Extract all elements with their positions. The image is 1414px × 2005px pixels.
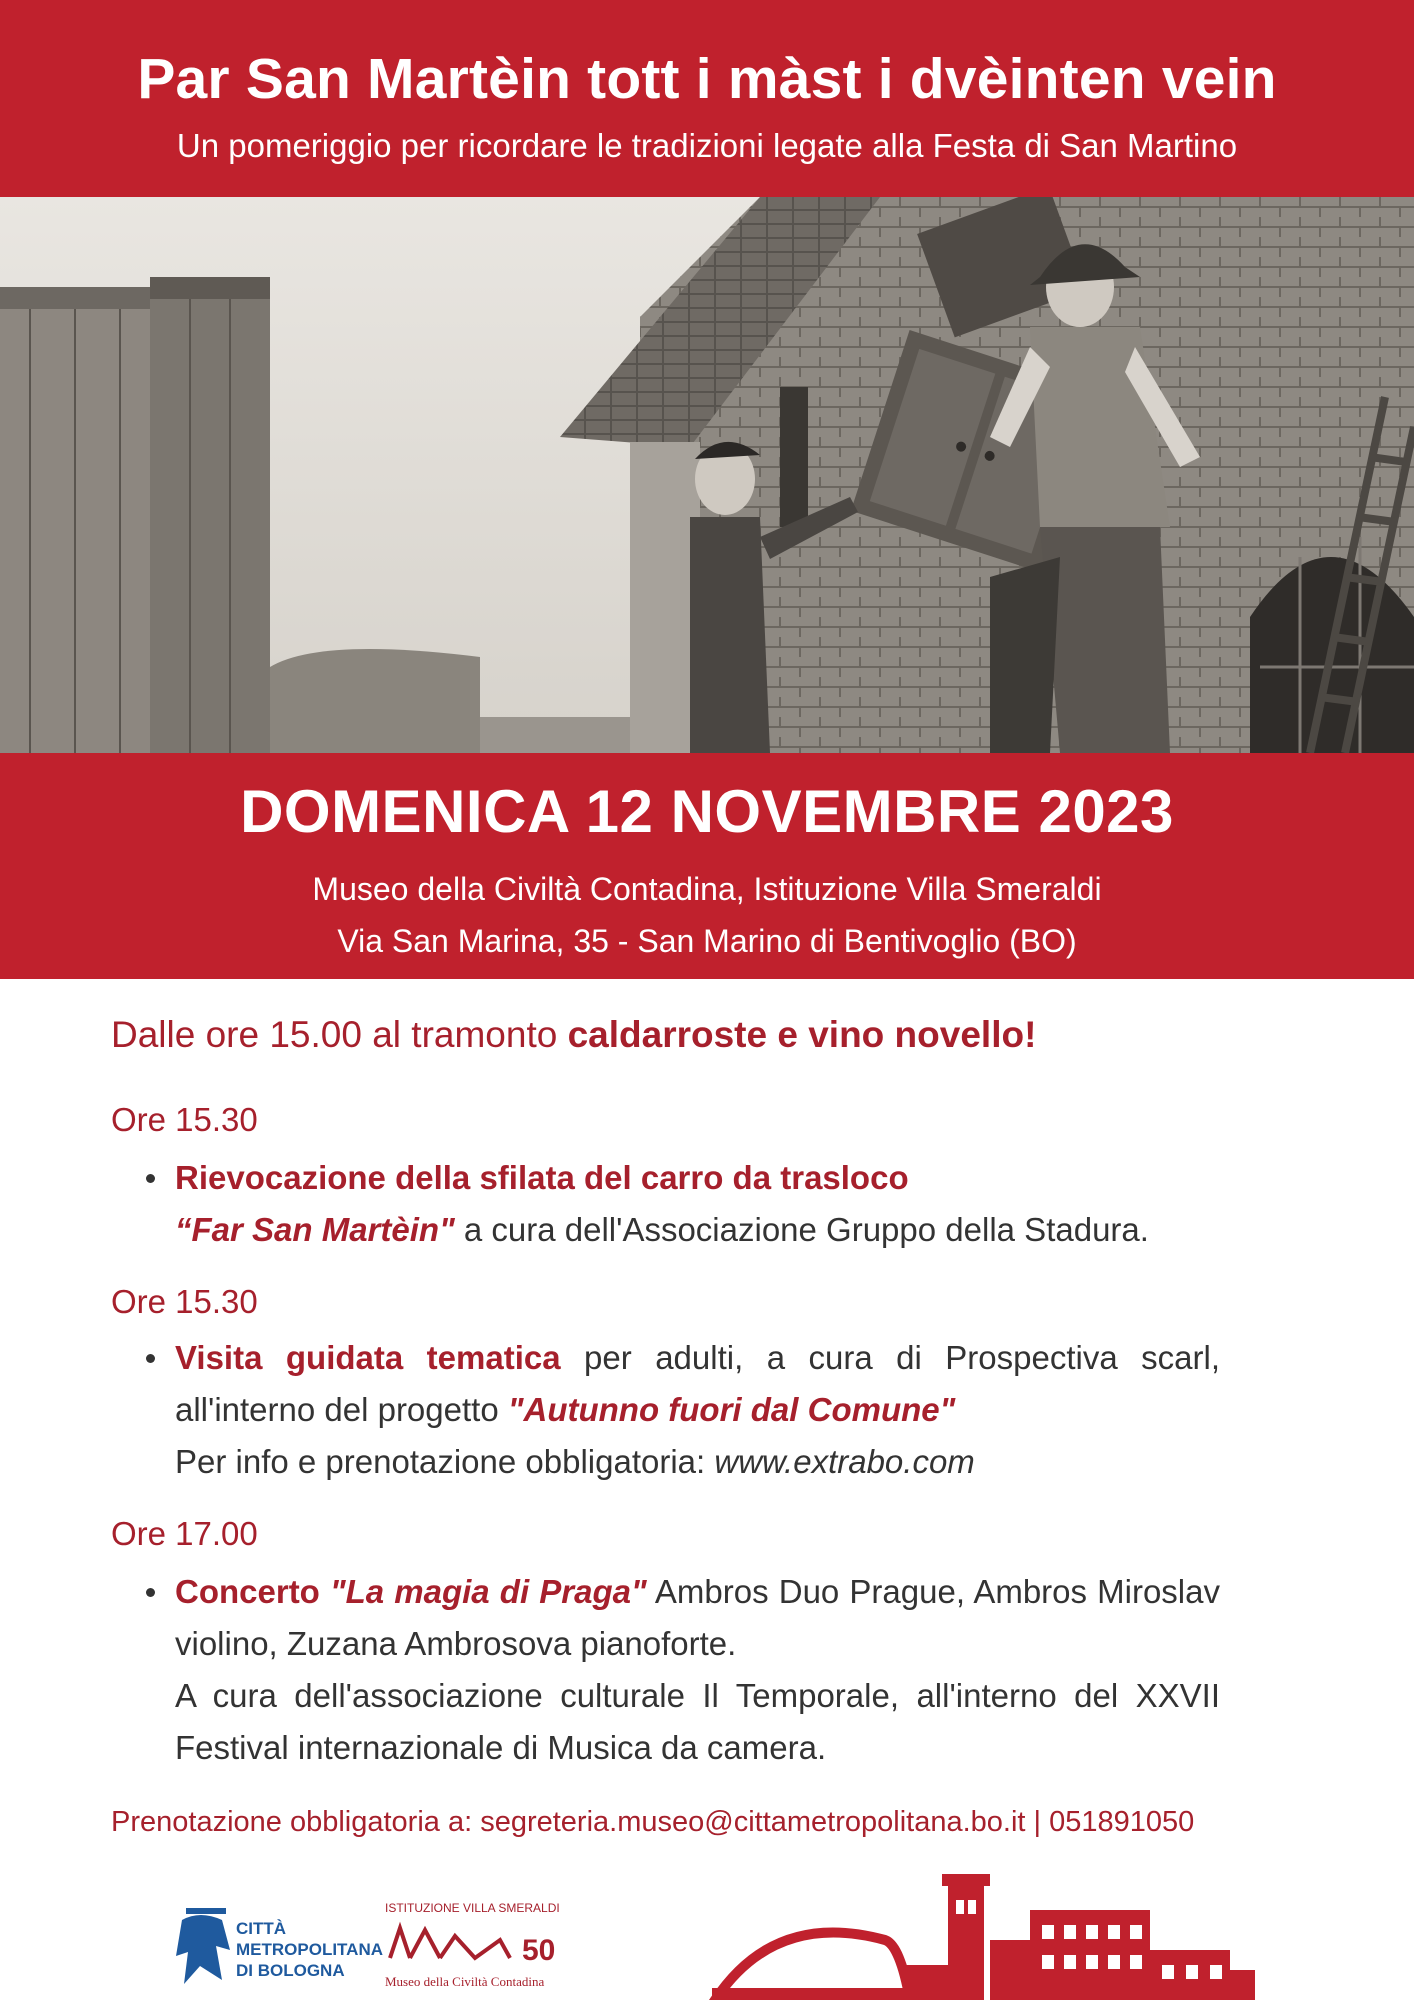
villa-bottom: Museo della Civiltà Contadina bbox=[385, 1974, 545, 1989]
venue-address: Via San Marina, 35 - San Marino di Bentivoglio (BO) bbox=[337, 923, 1077, 959]
program-time-2: Ore 15.30 bbox=[111, 1283, 258, 1320]
citta-line-1: CITTÀ bbox=[236, 1919, 287, 1938]
partner-logos bbox=[0, 1870, 1414, 2000]
program-time-1: Ore 15.30 bbox=[111, 1101, 258, 1138]
program-item-2-text: per adulti, a cura di Prospectiva scarl, all'interno del progetto bbox=[175, 1339, 1220, 1428]
villa-top: ISTITUZIONE VILLA SMERALDI bbox=[385, 1901, 560, 1915]
venue-name: Museo della Civiltà Contadina, Istituzione Villa Smeraldi bbox=[312, 871, 1102, 907]
villa-smeraldi-logo bbox=[385, 1901, 560, 1989]
program-item-2-info: Per info e prenotazione obbligatoria: bbox=[175, 1443, 715, 1480]
intro-prefix: Dalle ore 15.00 al tramonto bbox=[111, 1014, 568, 1055]
booking-contact[interactable]: Prenotazione obbligatoria a: segreteria.museo@cittametropolitana.bo.it | 051891050 bbox=[111, 1806, 1195, 1838]
historic-photo bbox=[0, 197, 1414, 753]
program-item-1 bbox=[111, 1152, 1220, 1256]
bullet-icon bbox=[146, 1354, 155, 1363]
villa-number: 50 bbox=[522, 1934, 556, 1967]
header-banner bbox=[0, 0, 1414, 197]
intro-line bbox=[111, 1010, 1311, 1060]
program-section bbox=[111, 1010, 1311, 1774]
program-item-3-extra: A cura dell'associazione culturale Il Temporale, all'interno del XXVII Festival internazionale di Musica da camera. bbox=[175, 1677, 1220, 1766]
bullet-icon bbox=[146, 1588, 155, 1597]
bullet-icon bbox=[146, 1174, 155, 1183]
poster-title: Par San Martèin tott i màst i dvèinten vein bbox=[137, 47, 1277, 111]
citta-line-2: METROPOLITANA bbox=[236, 1940, 384, 1959]
program-item-3-text: Ambros Duo Prague, Ambros Miroslav violino, Zuzana Ambrosova pianoforte. bbox=[175, 1573, 1220, 1662]
program-item-2 bbox=[111, 1332, 1220, 1488]
program-item-1-quote: “Far San Martèin" bbox=[175, 1211, 455, 1248]
bologna-skyline-logo bbox=[712, 1874, 1255, 2000]
event-date: DOMENICA 12 NOVEMBRE 2023 bbox=[240, 778, 1174, 845]
date-banner bbox=[0, 753, 1414, 979]
program-item-2-title: Visita guidata tematica bbox=[175, 1339, 561, 1376]
program-item-2-quote: "Autunno fuori dal Comune" bbox=[507, 1391, 956, 1428]
citta-line-3: DI BOLOGNA bbox=[236, 1961, 345, 1980]
program-item-2-link[interactable]: www.extrabo.com bbox=[714, 1443, 975, 1480]
program-time-3: Ore 17.00 bbox=[111, 1515, 258, 1552]
program-item-1-text: a cura dell'Associazione Gruppo della Stadura. bbox=[454, 1211, 1149, 1248]
moving-scene-illustration bbox=[0, 197, 1414, 753]
logos-row bbox=[0, 1870, 1414, 2000]
intro-highlight: caldarroste e vino novello! bbox=[567, 1014, 1037, 1055]
citta-metropolitana-logo bbox=[176, 1908, 383, 1984]
program-item-3-title: Concerto bbox=[175, 1573, 320, 1610]
program-item-1-title: Rievocazione della sfilata del carro da trasloco bbox=[175, 1159, 909, 1196]
poster-subtitle: Un pomeriggio per ricordare le tradizioni legate alla Festa di San Martino bbox=[176, 127, 1238, 164]
program-item-3-quote: "La magia di Praga" bbox=[329, 1573, 647, 1610]
program-item-3 bbox=[111, 1566, 1220, 1774]
